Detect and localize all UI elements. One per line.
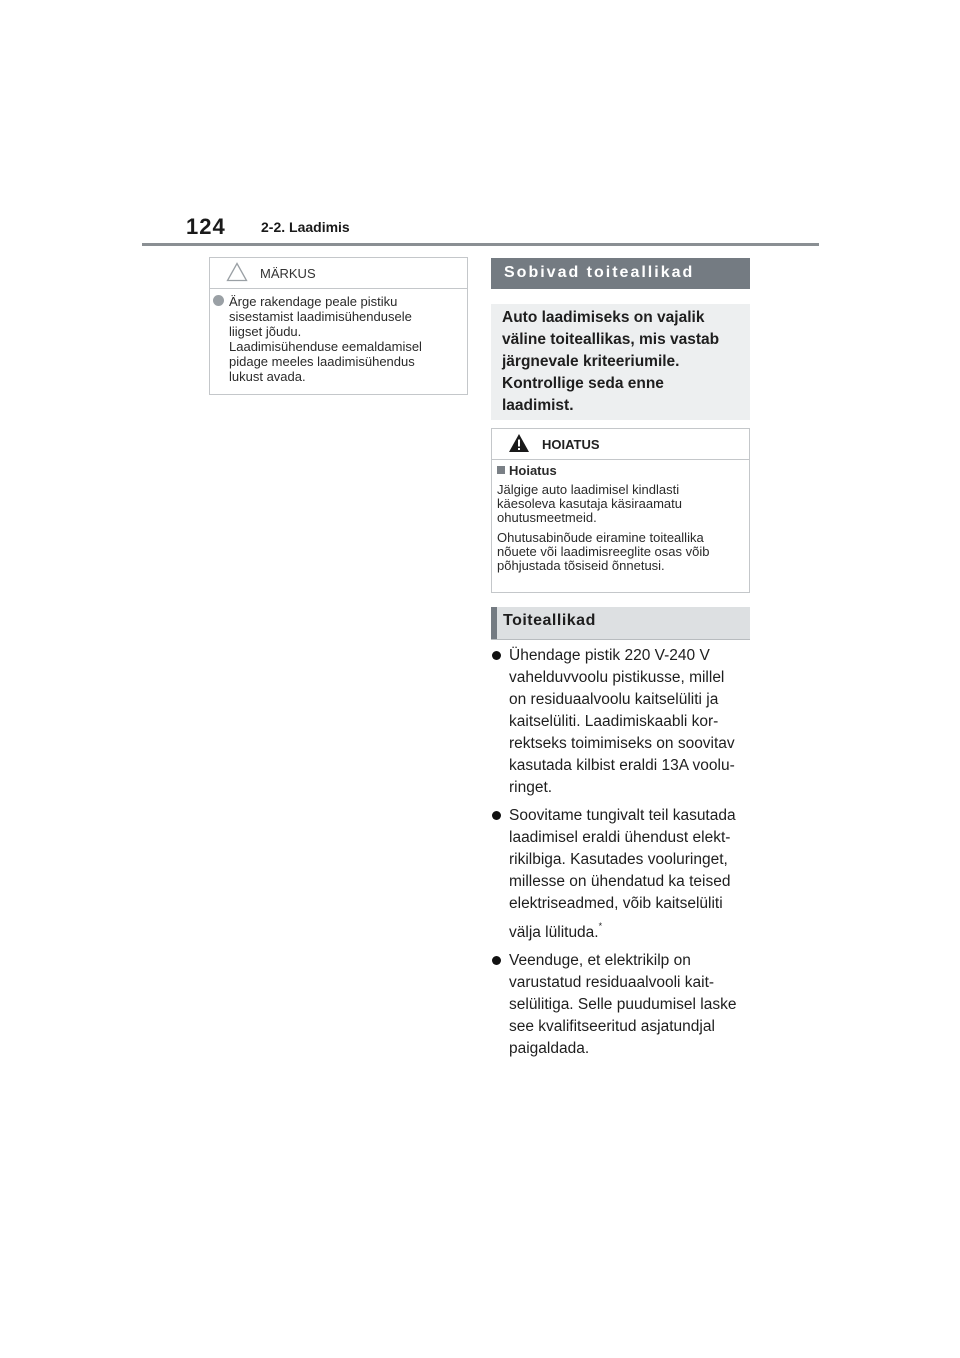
warning-triangle-filled-icon [508, 433, 530, 453]
subsection-heading: Toiteallikad [491, 607, 750, 639]
section-intro: Auto laadimiseks on vajalik väline toiteallikas, mis vastab järgnevale kriteeriumile. Kontrollige seda enne laadimist. [491, 304, 750, 420]
notice-bullet-icon [213, 295, 224, 306]
list-item [491, 645, 756, 799]
notice-header [210, 258, 467, 289]
section-reference: 2-2. Laadimis [261, 219, 350, 235]
bullet-dot-icon [492, 956, 501, 965]
warning-body [492, 460, 749, 573]
bullet-list [491, 645, 756, 1066]
warning-box [491, 428, 750, 593]
notice-label: MÄRKUS [260, 266, 316, 281]
section-title-banner: Sobivad toiteallikad [491, 258, 750, 289]
warning-label: HOIATUS [542, 437, 600, 452]
caution-triangle-outline-icon [226, 262, 248, 282]
notice-text: Ärge rakendage peale pistiku sisestamist laadimisühendusele liigset jõudu. Laadimisühenduse eemaldamisel pidage meeles laadimisühendus lukust avada. [229, 294, 422, 384]
notice-box [209, 257, 468, 395]
warning-paragraph: Jälgige auto laadimisel kindlasti käesoleva kasutaja käsiraamatu ohutusmeetmeid. [497, 482, 682, 525]
warning-subtitle [497, 464, 741, 478]
bullet-dot-icon [492, 811, 501, 820]
list-item-text: Veenduge, et elektrikilp on varustatud residuaalvooli kait- selülitiga. Selle puudumisel laske see kvalifitseeritud asjatundjal paigaldada. [509, 952, 737, 1057]
list-item [491, 805, 756, 944]
footnote-mark: * [598, 921, 603, 931]
list-item [491, 950, 756, 1060]
list-item-text: Ühendage pistik 220 V-240 V vahelduvvoolu pistikusse, millel on residuaalvoolu kaitselüliti ja kaitselüliti. Laadimiskaabli kor- rektseks toimimiseks on soovitav kasutada kilbist eraldi 13A voolu- ringet. [509, 647, 735, 796]
list-item-text: Soovitame tungivalt teil kasutada laadimisel eraldi ühendust elekt- rikilbiga. Kasutades vooluringet, millesse on ühendatud ka teised elektriseadmed, võib kaitselüliti välja lülituda. [509, 807, 736, 941]
warning-paragraph: Ohutusabinõude eiramine toiteallika nõuete või laadimisreeglite osas võib põhjustada tõsiseid õnnetusi. [497, 530, 710, 573]
square-bullet-icon [497, 466, 505, 474]
warning-header [492, 429, 749, 460]
bullet-dot-icon [492, 651, 501, 660]
warning-subtitle-text: Hoiatus [509, 463, 557, 478]
notice-body [210, 289, 467, 384]
page-number: 124 [186, 214, 226, 239]
subsection-divider [491, 639, 750, 640]
header-divider [142, 243, 819, 246]
